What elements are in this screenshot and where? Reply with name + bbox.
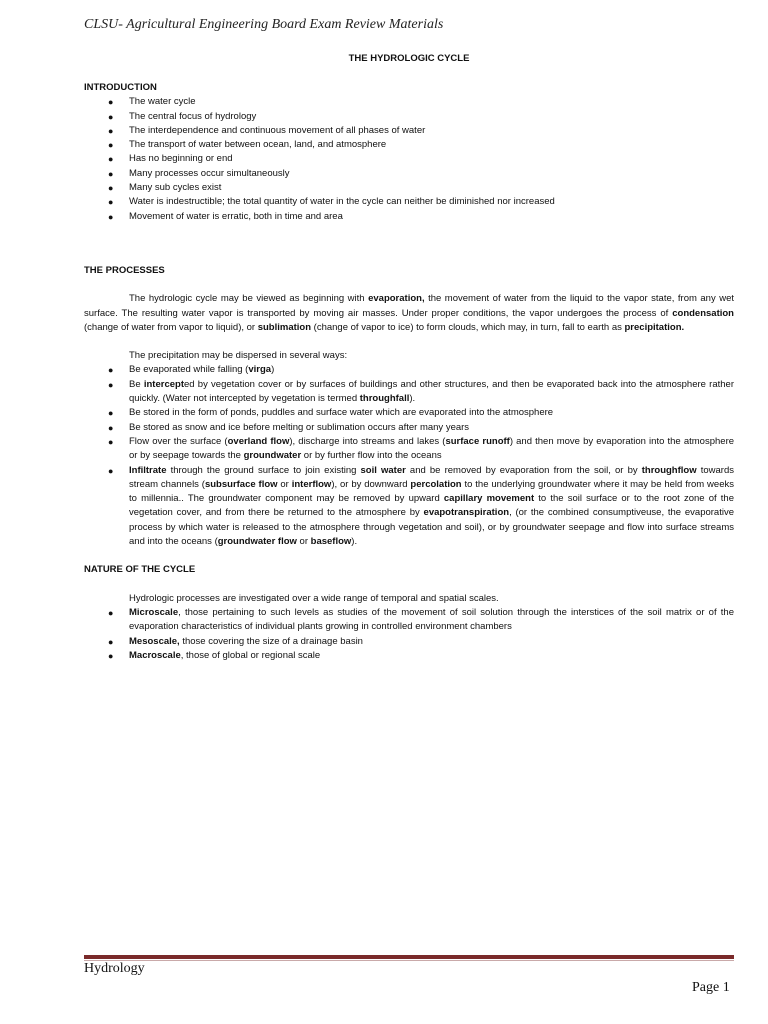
text-run: towards stream channels (	[129, 464, 734, 490]
bold-term: surface runoff	[445, 435, 510, 447]
bullet-icon: ●	[108, 154, 114, 165]
list-item-text: Has no beginning or end	[129, 153, 233, 165]
bullet-icon: ●	[108, 422, 114, 433]
list-item	[84, 110, 734, 124]
list-item	[84, 635, 734, 649]
footer-rule	[84, 955, 734, 959]
bold-term: Mesoscale,	[129, 635, 180, 647]
text-run: through the ground surface to join existing	[166, 464, 361, 476]
footer-rule-thin	[84, 960, 734, 961]
text-run: , those pertaining to such levels as studies of the movement of soil solution through the interstices of the soil matrix or of the evaporation characteristics of individual plants growing in controlled environment chambers	[129, 606, 734, 633]
text-run: and be removed by evaporation from the soil, or by	[405, 464, 642, 476]
bold-term: groundwater flow	[217, 536, 297, 548]
list-item-text: Many processes occur simultaneously	[129, 167, 290, 179]
text-run: The hydrologic cycle may be viewed as beginning with	[129, 293, 369, 305]
bold-term: Infiltrate	[129, 464, 167, 476]
bullet-icon: ●	[108, 125, 114, 136]
bullet-icon: ●	[108, 365, 114, 376]
bullet-icon: ●	[108, 650, 114, 661]
bold-term: Microscale	[129, 606, 179, 618]
dispersion-intro: The precipitation may be dispersed in several ways:	[129, 350, 348, 362]
text-run: ), or by downward	[331, 478, 411, 490]
text-run: Be stored as snow and ice before melting or sublimation occurs after many years	[129, 421, 470, 433]
text-run: ) and then move by evaporation into the atmosphere or by seepage towards the	[129, 435, 735, 462]
bold-term: subsurface flow	[204, 478, 278, 490]
list-item-text: Water is indestructible; the total quantity of water in the cycle can neither be diminished nor increased	[129, 196, 555, 208]
text-run: to the soil surface or to the root zone of the vegetation cover, and from there be returned to the atmosphere by	[129, 493, 734, 519]
list-item-text: Many sub cycles exist	[129, 182, 222, 194]
bold-term: percolation	[410, 478, 462, 490]
list-item	[84, 421, 734, 435]
list-item	[84, 95, 734, 109]
bold-term: throughflow	[641, 464, 697, 476]
list-item	[84, 167, 734, 181]
bullet-icon: ●	[108, 465, 114, 476]
list-item	[84, 195, 734, 209]
bullet-icon: ●	[108, 183, 114, 194]
text-run: or	[296, 536, 311, 548]
dispersion-list	[84, 363, 734, 549]
introduction-list	[84, 95, 734, 224]
list-item-text: The interdependence and continuous movement of all phases of water	[129, 124, 426, 136]
text-run: Be evaporated while falling (	[129, 364, 249, 376]
bold-term: interflow	[291, 478, 332, 490]
text-run: ).	[351, 536, 358, 548]
bullet-icon: ●	[108, 140, 114, 151]
bullet-icon: ●	[108, 607, 114, 618]
list-item-text: The water cycle	[129, 96, 196, 108]
text-run: (change of vapor to ice) to form clouds, which may, in turn, fall to earth as	[311, 321, 625, 333]
list-item	[84, 649, 734, 663]
section-heading-introduction: INTRODUCTION	[84, 82, 157, 93]
text-run: to the underlying groundwater where it may be held from weeks to millennia.. The groundwater component may be removed by upward	[129, 478, 734, 505]
bold-term: condensation	[672, 307, 734, 319]
text-run: ).	[409, 393, 416, 405]
list-item	[84, 406, 734, 420]
text-run: Flow over the surface (	[129, 435, 228, 447]
list-item	[84, 124, 734, 138]
text-run: Be stored in the form of ponds, puddles and surface water which are evaporated into the atmosphere	[129, 407, 554, 419]
list-item-text: Movement of water is erratic, both in time and area	[129, 210, 343, 222]
bullet-icon: ●	[108, 408, 114, 419]
bullet-icon: ●	[108, 436, 114, 447]
list-item	[84, 210, 734, 224]
bullet-icon: ●	[108, 379, 114, 390]
list-item	[84, 363, 734, 377]
list-item	[84, 606, 734, 635]
bullet-icon: ●	[108, 97, 114, 108]
text-run: ), discharge into streams and lakes (	[289, 435, 446, 447]
bold-term: soil water	[360, 464, 406, 476]
text-run: )	[271, 364, 275, 376]
text-run: , (or the combined consumptiveuse, the evaporative process by which water is released to the atmosphere through vegetation and soil), or by groundwater seepage and flow into surface streams and into the oceans (	[129, 507, 734, 548]
text-run: Be	[129, 378, 144, 390]
bold-term: overland flow	[227, 435, 290, 447]
bullet-icon: ●	[108, 168, 114, 179]
section-heading-nature: NATURE OF THE CYCLE	[84, 564, 196, 576]
text-run: the movement of water from the liquid to the vapor state, from any wet surface. The resulting water vapor is transported by moving air masses. Under proper conditions, the vapor undergoes the process of	[84, 293, 734, 319]
bold-term: evaporation,	[368, 293, 425, 305]
bullet-icon: ●	[108, 636, 114, 647]
list-item	[84, 138, 734, 152]
bold-term: capillary movement	[443, 493, 535, 505]
page-number: Page 1	[692, 980, 730, 995]
text-run: or by further flow into the oceans	[301, 450, 442, 462]
nature-intro: Hydrologic processes are investigated over a wide range of temporal and spatial scales.	[129, 592, 499, 604]
bold-term: evapotranspiration	[423, 507, 510, 519]
list-item	[84, 181, 734, 195]
footer-subject: Hydrology	[84, 961, 145, 976]
bold-term: precipitation.	[624, 321, 685, 333]
bold-term: Macroscale	[129, 649, 181, 661]
list-item	[84, 435, 734, 464]
scale-list	[84, 606, 734, 663]
bold-term: groundwater	[243, 450, 302, 462]
bullet-icon: ●	[108, 111, 114, 122]
running-header: CLSU- Agricultural Engineering Board Exam Review Materials	[84, 17, 444, 32]
bold-term: throughfall	[359, 393, 410, 405]
bold-term: virga	[248, 364, 272, 376]
list-item	[84, 378, 734, 407]
bold-term: sublimation	[257, 321, 312, 333]
list-item-text: The transport of water between ocean, land, and atmosphere	[129, 139, 387, 151]
text-run: , those of global or regional scale	[180, 649, 321, 661]
bullet-icon: ●	[108, 211, 114, 222]
list-item	[84, 152, 734, 166]
document-body	[84, 81, 734, 663]
text-run: (change of water from vapor to liquid), or	[84, 321, 258, 333]
text-run: those covering the size of a drainage basin	[179, 635, 363, 647]
section-heading-processes: THE PROCESSES	[84, 264, 165, 276]
text-run: or	[277, 478, 292, 490]
document-title: THE HYDROLOGIC CYCLE	[348, 53, 470, 64]
bullet-icon: ●	[108, 197, 114, 208]
list-item-text: The central focus of hydrology	[129, 110, 257, 122]
list-item	[84, 464, 734, 550]
bold-term: baseflow	[310, 536, 352, 548]
bold-term: intercept	[143, 378, 184, 390]
text-run: ed by vegetation cover or by surfaces of buildings and other structures, and then be evaporated back into the atmosphere rather quickly. (Water not intercepted by vegetation is termed	[129, 378, 734, 405]
processes-paragraph	[84, 292, 734, 335]
